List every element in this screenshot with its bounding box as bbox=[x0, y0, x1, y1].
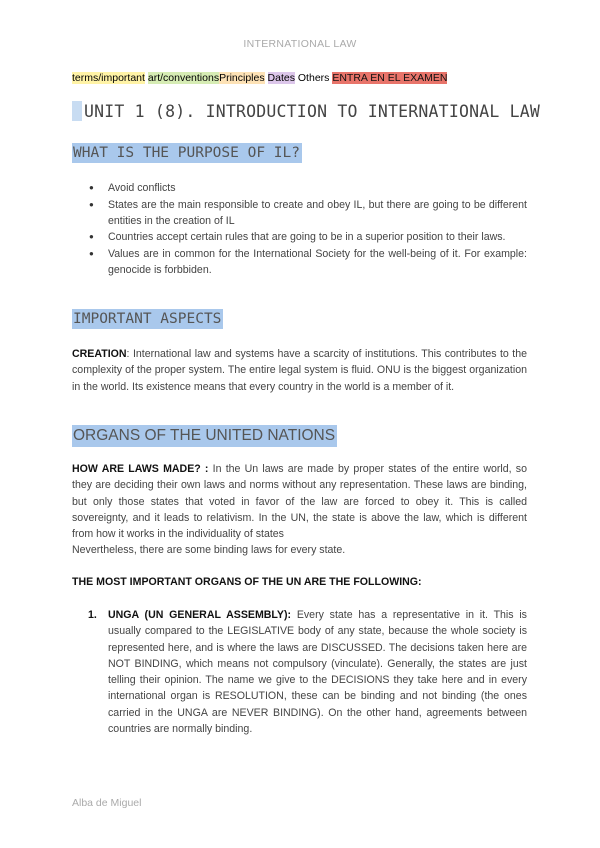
laws-label: HOW ARE LAWS MADE? : bbox=[72, 463, 209, 475]
laws-paragraph bbox=[72, 461, 527, 559]
list-number: 1. bbox=[88, 609, 97, 621]
organ-label: UNGA (UN GENERAL ASSEMBLY): bbox=[108, 609, 292, 621]
legend-art-conventions: art/conventions bbox=[147, 72, 220, 84]
legend-principles: Principles bbox=[219, 72, 265, 84]
list-item: ● Countries accept certain rules that are going to be in a superior position to their laws. bbox=[72, 229, 527, 245]
unit-title bbox=[72, 101, 540, 121]
purpose-list bbox=[72, 180, 527, 278]
organs-heading bbox=[72, 574, 527, 590]
page-header: INTERNATIONAL LAW bbox=[243, 38, 357, 50]
organs-heading-text: THE MOST IMPORTANT ORGANS OF THE UN ARE THE FOLLOWING: bbox=[72, 576, 422, 588]
creation-text: : International law and systems have a scarcity of institutions. This contributes to the complexity of the proper system. The entire legal system is fluid. ONU is the biggest organization in the world. Its existence means that every country in the world is a member of it. bbox=[72, 348, 527, 393]
heading-organs: ORGANS OF THE UNITED NATIONS bbox=[72, 425, 337, 447]
unit-title-text: UNIT 1 (8). INTRODUCTION TO INTERNATIONAL LAW bbox=[84, 102, 541, 121]
organ-text: Every state has a representative in it. This is usually compared to the LEGISLATIVE body of any state, because the whole society is represented here, and is where the laws are DISCUSSED. The decisions taken here are NOT BINDING, which means not compulsory (vinculate). Generally, the states are just telling their opinion. The name we give to the DECISIONS they take here and in every international organ is RESOLUTION, these can be binding and not binding (the ones carried in the UNGA are NEVER BINDING). On the other hand, agreements between countries are normally binding. bbox=[108, 609, 527, 736]
laws-text: In the Un laws are made by proper states of the entire world, so they are deciding their own laws and norms without any representation. These laws are binding, but only those states that voted in favor of the law are forced to obey it. This is called sovereignty, and it leads to relativism. In the UN, the state is above the law, which is different from how it works in the individuality of states bbox=[72, 463, 527, 541]
list-item: ● States are the main responsible to create and obey IL, but there are going to be different entities in the creation of IL bbox=[72, 197, 527, 229]
footer-author: Alba de Miguel bbox=[72, 797, 142, 809]
organs-list bbox=[72, 607, 527, 737]
heading-purpose: WHAT IS THE PURPOSE OF IL? bbox=[73, 145, 300, 161]
heading-marker bbox=[72, 101, 82, 121]
heading-important-aspects: IMPORTANT ASPECTS bbox=[73, 311, 222, 327]
creation-paragraph bbox=[72, 346, 527, 395]
legend-others: Others bbox=[297, 72, 330, 84]
legend-terms: terms/important bbox=[72, 72, 145, 84]
legend-dates: Dates bbox=[267, 72, 295, 84]
color-legend bbox=[72, 72, 447, 85]
list-item bbox=[72, 607, 527, 737]
creation-label: CREATION bbox=[72, 348, 127, 360]
list-item: ● Values are in common for the International Society for the well-being of it. For example: genocide is forbbiden. bbox=[72, 246, 527, 278]
laws-text-2: Nevertheless, there are some binding laws for every state. bbox=[72, 544, 346, 557]
list-item: ● Avoid conflicts bbox=[72, 180, 527, 196]
legend-exam: ENTRA EN EL EXAMEN bbox=[332, 72, 448, 84]
